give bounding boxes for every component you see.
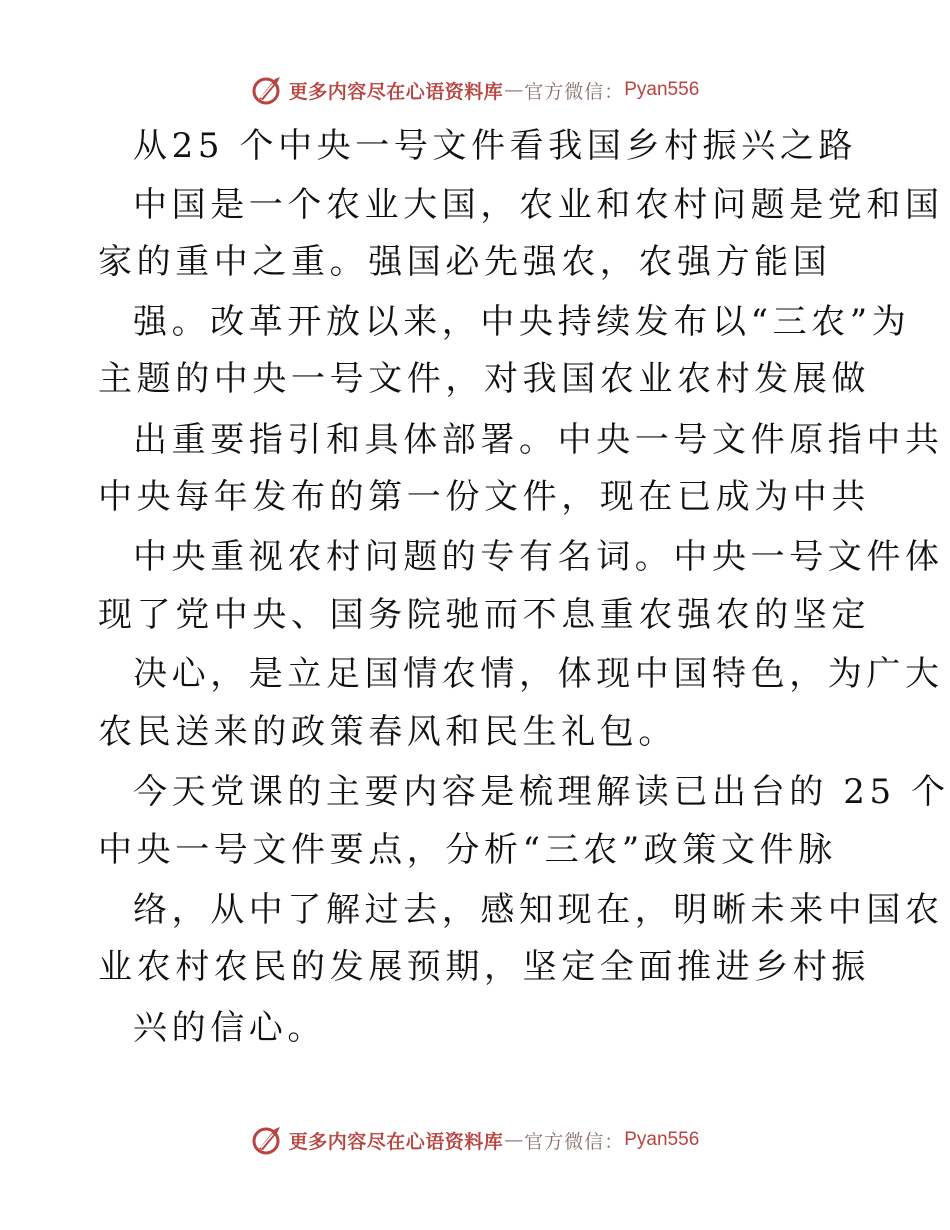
- paragraph-line: 主题的中央一号文件，对我国农业农村发展做: [98, 359, 870, 399]
- paragraph-line: 家的重中之重。强国必先强农，农强方能国: [98, 242, 832, 282]
- header-dash: —: [504, 79, 524, 101]
- quill-pen-logo-icon: [251, 73, 285, 107]
- header-banner: [0, 70, 950, 110]
- paragraph-line: 络，从中了解过去，感知现在，明晰未来中国农: [133, 890, 944, 930]
- header-promo-text: 更多内容尽在心语资料库: [288, 80, 504, 103]
- document-title: 从25 个中央一号文件看我国乡村振兴之路: [133, 126, 858, 166]
- footer-wechat-handle: Pyan556: [624, 1129, 700, 1150]
- footer-banner: [0, 1120, 950, 1160]
- paragraph-line: 业农村农民的发展预期，坚定全面推进乡村振: [98, 947, 870, 987]
- header-wechat-handle: Pyan556: [624, 79, 700, 100]
- paragraph-line: 今天党课的主要内容是梳理解读已出台的 25 个: [133, 772, 950, 812]
- header-account-label: 官方微信：: [524, 80, 625, 103]
- paragraph-line: 现了党中央、国务院驰而不息重农强农的坚定: [98, 595, 870, 635]
- paragraph-line: 农民送来的政策春风和民生礼包。: [98, 712, 677, 752]
- paragraph-line: 强。改革开放以来，中央持续发布以“三农”为: [133, 302, 911, 342]
- paragraph-line: 兴的信心。: [133, 1008, 326, 1048]
- paragraph-line: 出重要指引和具体部署。中央一号文件原指中共: [133, 420, 944, 460]
- paragraph-line: 决心，是立足国情农情，体现中国特色，为广大: [133, 654, 944, 694]
- footer-dash: —: [504, 1129, 524, 1151]
- footer-account-label: 官方微信：: [524, 1130, 625, 1153]
- paragraph-line: 中央重视农村问题的专有名词。中央一号文件体: [133, 537, 944, 577]
- quill-pen-logo-icon: [251, 1123, 285, 1157]
- footer-promo-text: 更多内容尽在心语资料库: [288, 1130, 504, 1153]
- paragraph-line: 中央每年发布的第一份文件，现在已成为中共: [98, 477, 870, 517]
- paragraph-line: 中国是一个农业大国，农业和农村问题是党和国: [133, 185, 944, 225]
- paragraph-line: 中央一号文件要点，分析“三农”政策文件脉: [98, 830, 837, 870]
